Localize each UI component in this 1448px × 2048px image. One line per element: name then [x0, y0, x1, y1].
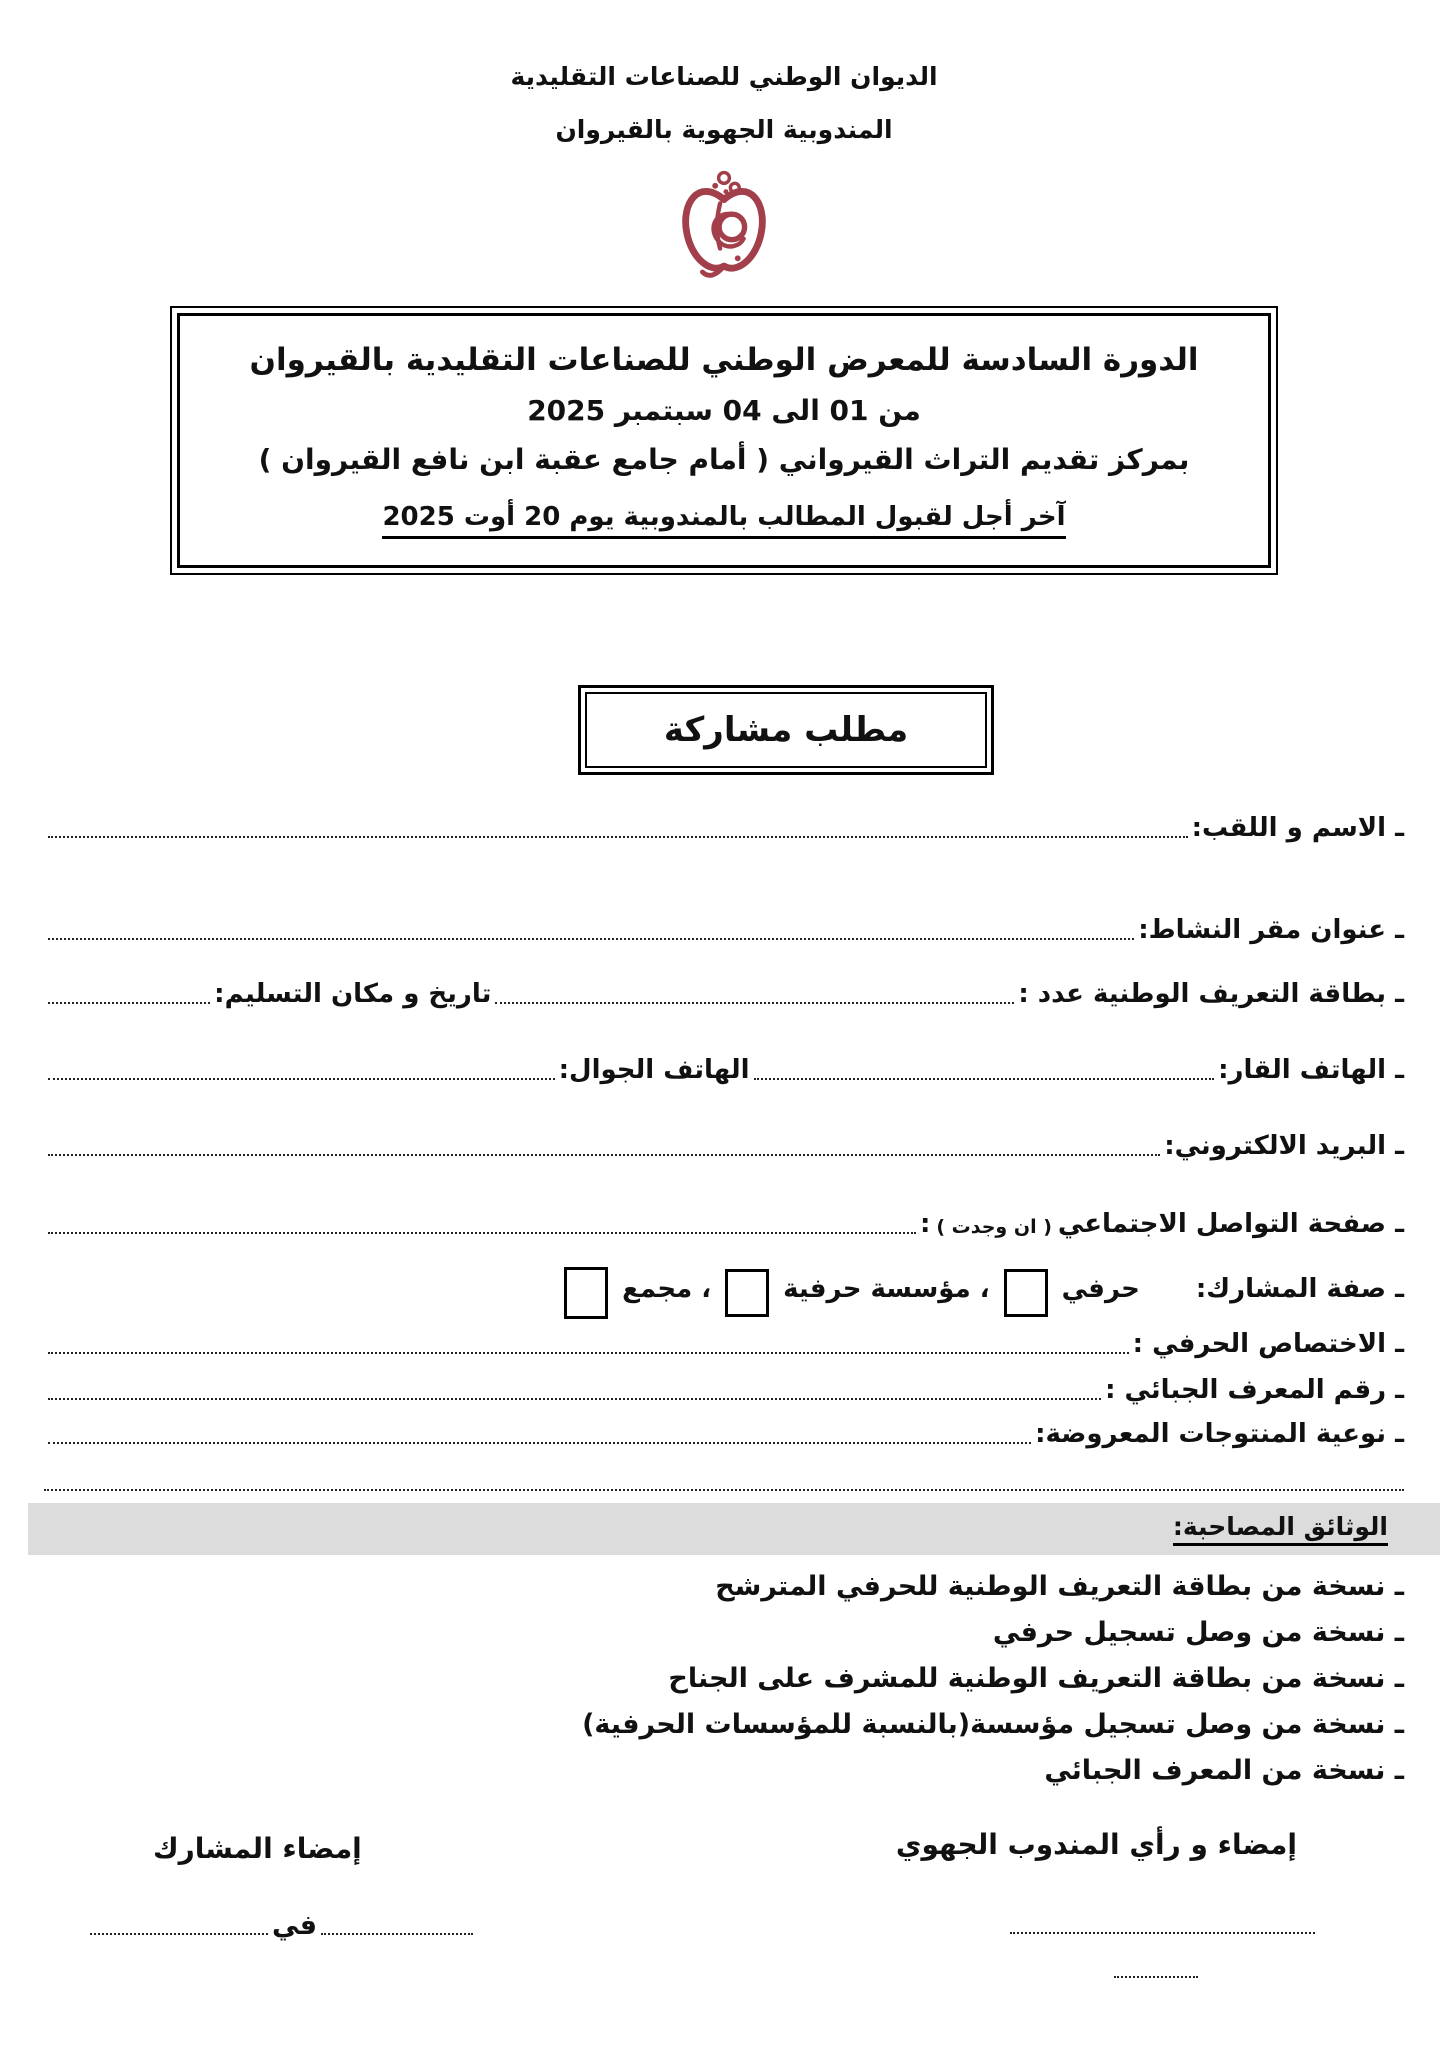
field-row-phones: [44, 1055, 1404, 1085]
list-item: ـ نسخة من بطاقة التعريف الوطنية للمشرف على الجناح: [668, 1663, 1404, 1694]
id-card-issue-blank-line[interactable]: [48, 996, 210, 1004]
landline-label: ـ الهاتف القار:: [1218, 1055, 1404, 1085]
form-title: مطلب مشاركة: [663, 710, 909, 750]
org-name: الديوان الوطني للصناعات التقليدية: [510, 62, 938, 91]
list-item: ـ نسخة من بطاقة التعريف الوطنية للحرفي المترشح: [715, 1571, 1404, 1602]
delegation-name: المندوبية الجهوية بالقيروان: [555, 115, 893, 144]
name-blank-line[interactable]: [48, 830, 1188, 838]
specialty-label: ـ الاختصاص الحرفي :: [1132, 1329, 1404, 1359]
event-deadline: آخر أجل لقبول المطالب بالمندوبية يوم 20 أوت 2025: [382, 502, 1065, 539]
products-blank-line[interactable]: [48, 1436, 1031, 1444]
social-hint: ( ان وجدت ): [936, 1216, 1052, 1238]
field-row-social: [44, 1209, 1404, 1239]
tax-id-label: ـ رقم المعرف الجبائي :: [1105, 1375, 1404, 1405]
specialty-blank-line[interactable]: [48, 1346, 1129, 1354]
date-word: في: [272, 1910, 317, 1941]
documents-list: [44, 1571, 1404, 1786]
delegate-date-blank-line[interactable]: [1114, 1976, 1198, 1978]
participant-date-row: [90, 1910, 473, 1941]
field-row-participant-type: [44, 1267, 1404, 1311]
products-label: ـ نوعية المنتوجات المعروضة:: [1035, 1419, 1404, 1449]
event-title: الدورة السادسة للمعرض الوطني للصناعات التقليدية بالقيروان: [249, 342, 1199, 378]
delegate-signature-blank-line[interactable]: [1010, 1932, 1315, 1934]
craftsman-checkbox[interactable]: [1004, 1269, 1048, 1317]
list-item: ـ نسخة من المعرف الجبائي: [1044, 1755, 1404, 1786]
email-blank-line[interactable]: [48, 1148, 1160, 1156]
onat-calligraphy-logo-icon: [675, 166, 773, 286]
field-row-id-card: [44, 979, 1404, 1009]
group-checkbox[interactable]: [564, 1267, 608, 1319]
documents-heading: الوثائق المصاحبة:: [1173, 1512, 1388, 1546]
option-craftsman-label: حرفي: [1061, 1274, 1140, 1304]
event-info-box: [170, 306, 1278, 575]
social-blank-line[interactable]: [48, 1226, 916, 1234]
products-continuation-blank-line[interactable]: [44, 1489, 1404, 1491]
craft-institution-checkbox[interactable]: [725, 1269, 769, 1317]
participant-date-blank-line[interactable]: [90, 1933, 268, 1935]
field-row-specialty: [44, 1329, 1404, 1359]
name-label: ـ الاسم و اللقب:: [1191, 813, 1404, 843]
tax-id-blank-line[interactable]: [48, 1392, 1101, 1400]
field-row-tax-id: [44, 1375, 1404, 1405]
mobile-label: الهاتف الجوال:: [558, 1055, 750, 1085]
list-item: ـ نسخة من وصل تسجيل حرفي: [992, 1617, 1404, 1648]
landline-blank-line[interactable]: [754, 1072, 1215, 1080]
signature-section: [44, 1828, 1404, 2048]
social-colon: :: [919, 1209, 931, 1239]
participant-place-blank-line[interactable]: [321, 1933, 473, 1935]
documents-heading-strip: [28, 1503, 1440, 1555]
option-craft-institution-label: ، مؤسسة حرفية: [783, 1274, 990, 1304]
form-title-box: [578, 685, 994, 775]
field-row-email: [44, 1131, 1404, 1161]
address-blank-line[interactable]: [48, 932, 1134, 940]
list-item: ـ نسخة من وصل تسجيل مؤسسة(بالنسبة للمؤسسات الحرفية): [582, 1709, 1404, 1740]
option-group-label: ، مجمع: [622, 1274, 712, 1304]
participant-signature-label: إمضاء المشارك: [153, 1832, 362, 1865]
event-dates: من 01 الى 04 سبتمبر 2025: [527, 394, 921, 427]
id-card-label: ـ بطاقة التعريف الوطنية عدد :: [1018, 979, 1404, 1009]
email-label: ـ البريد الالكتروني:: [1164, 1131, 1404, 1161]
id-card-number-blank-line[interactable]: [495, 996, 1014, 1004]
event-venue: بمركز تقديم التراث القيرواني ( أمام جامع عقبة ابن نافع القيروان ): [258, 443, 1190, 476]
mobile-blank-line[interactable]: [48, 1072, 555, 1080]
delegate-signature-label: إمضاء و رأي المندوب الجهوي: [895, 1828, 1297, 1861]
id-card-issue-label: تاريخ و مكان التسليم:: [214, 979, 492, 1009]
field-row-products: [44, 1419, 1404, 1449]
field-row-address: [44, 915, 1404, 945]
field-row-name: [44, 813, 1404, 843]
social-label: ـ صفحة التواصل الاجتماعي: [1057, 1209, 1404, 1239]
address-label: ـ عنوان مقر النشاط:: [1138, 915, 1404, 945]
participant-type-label: ـ صفة المشارك:: [1195, 1274, 1404, 1304]
